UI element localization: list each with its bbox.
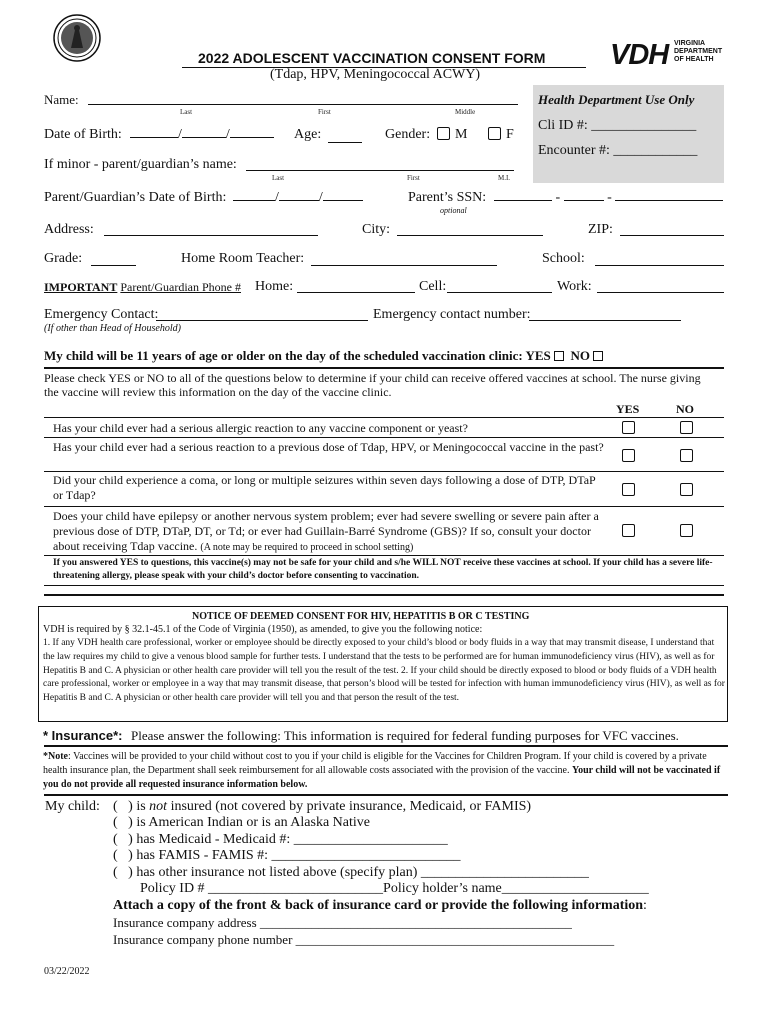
parent-ssn-label: Parent’s SSN: — [408, 190, 487, 205]
name-field[interactable] — [88, 104, 518, 105]
cli-id-field[interactable]: Cli ID #: _______________ — [538, 118, 697, 133]
gender-m-checkbox[interactable] — [437, 127, 450, 140]
work-label: Work: — [557, 279, 592, 294]
name-hint-middle: Middle — [455, 108, 476, 116]
home-label: Home: — [255, 279, 294, 294]
city-field[interactable] — [397, 235, 543, 236]
notice-title: NOTICE OF DEEMED CONSENT FOR HIV, HEPATITIS B OR C TESTING — [192, 611, 530, 622]
question-4-text: Does your child have epilepsy or another nervous system problem; ever had severe swelling or severe pain after a previous dose of DTP, DTaP, DT, or Td; or ever had Guillain-Barré Syndrome (GBS)? If so, consult your doctor about receiving Tdap vaccine. — [53, 509, 599, 553]
notice-body: 1. If any VDH health care professional, worker or employee should be directly exposed to your child’s blood or body fluids in a way that may transmit disease, I understand that the law requires my child to give a venous blood sample for further tests. I understand that the tests to be performed are for human immunodeficiency virus (HIV), as well as for Hepatitis B and C. A physician or other health care provider will tell you the result of the test. 2. If your child should be directly exposed to blood or body fluids of a VDH health care professional, worker or employee in a way that may transmit disease, that person’s blood will be tested for infection with human immunodeficiency virus (HIV), as well as for Hepatitis B and C. A physician or other health care provider will tell you and that person the result of the test. — [43, 638, 725, 704]
virginia-seal-logo — [53, 14, 101, 62]
option-1-not: not — [149, 799, 168, 814]
option-4-text: has FAMIS - FAMIS #: ___________________________ — [136, 848, 461, 863]
emergency-contact-field[interactable] — [156, 320, 368, 321]
home-phone-field[interactable] — [297, 292, 415, 293]
question-4 — [53, 509, 601, 555]
minor-hint-last: Last — [272, 174, 285, 182]
attach-card-text: Attach a copy of the front & back of insurance card or provide the following information — [113, 898, 644, 913]
form-subtitle: (Tdap, HPV, Meningococcal ACWY) — [270, 67, 481, 82]
minor-label: If minor - parent/guardian’s name: — [44, 157, 237, 172]
logo-line-1: VIRGINIA — [674, 40, 706, 47]
eligibility-yes-checkbox[interactable] — [554, 351, 564, 361]
insurance-prompt: Please answer the following: This information is required for federal funding purposes for VFC vaccines. — [131, 728, 679, 743]
question-2: Has your child ever had a serious reaction to a previous dose of Tdap, HPV, or Meningococcal vaccine in the past? — [53, 440, 604, 454]
q2-no-checkbox[interactable] — [680, 449, 693, 462]
logo-line-3: OF HEALTH — [674, 56, 714, 63]
ssn-optional-hint: optional — [440, 206, 467, 215]
insurance-option-3[interactable]: ( ) has Medicaid - Medicaid #: ______________________ — [113, 832, 448, 847]
insurance-company-address[interactable]: Insurance company address ________________________________________________ — [113, 915, 572, 930]
yes-column-header: YES — [616, 402, 640, 416]
q4-no-checkbox[interactable] — [680, 524, 693, 537]
age-label: Age: — [294, 127, 322, 142]
policy-fields[interactable]: Policy ID # _________________________Policy holder’s name_____________________ — [140, 881, 649, 896]
name-hint-first: First — [318, 108, 331, 116]
address-field[interactable] — [104, 235, 318, 236]
form-title: 2022 ADOLESCENT VACCINATION CONSENT FORM — [198, 50, 546, 66]
insurance-company-phone[interactable]: Insurance company phone number _________________________________________________ — [113, 932, 615, 947]
teacher-field[interactable] — [311, 265, 497, 266]
insurance-option-2[interactable]: ( ) is American Indian or is an Alaska Native — [113, 815, 370, 830]
question-3: Did your child experience a coma, or long or multiple seizures within seven days following a dose of DTP, DTaP or Tdap? — [53, 473, 596, 502]
note-body: without cost to you if your child is eligible for the Vaccines for Children Program. If your child is covered by a private health insurance plan, the Department shall seek reimbursement for all allowable costs associated with the provision of the vaccine. — [43, 751, 707, 776]
q2-yes-checkbox[interactable] — [622, 449, 635, 462]
grade-field[interactable] — [91, 265, 136, 266]
note-mid: : Vaccines will be provided to your child — [68, 751, 231, 762]
gender-f-label: F — [506, 127, 514, 142]
eligibility-no-checkbox[interactable] — [593, 351, 603, 361]
eligibility-row — [44, 348, 603, 364]
question-4-note: (A note may be required to proceed in school setting) — [200, 542, 414, 553]
attach-card-row: Attach a copy of the front & back of insurance card or provide the following information: — [113, 898, 647, 913]
minor-hint-first: First — [407, 174, 420, 182]
note-label: *Note — [43, 751, 68, 762]
cell-phone-field[interactable] — [447, 292, 552, 293]
q3-yes-checkbox[interactable] — [622, 483, 635, 496]
teacher-label: Home Room Teacher: — [181, 251, 305, 266]
phone-row — [44, 280, 241, 295]
logo-line-2: DEPARTMENT — [674, 48, 723, 55]
option-2-text: is American Indian or is an Alaska Native — [136, 815, 370, 830]
q1-yes-checkbox[interactable] — [622, 421, 635, 434]
parent-dob-label: Parent/Guardian’s Date of Birth: — [44, 190, 227, 205]
questions-intro: Please check YES or NO to all of the questions below to determine if your child can receive offered vaccines at school. The nurse giving the vaccine will review this information on the day of the vaccine clinic. — [44, 371, 701, 399]
school-label: School: — [542, 251, 585, 266]
parent-ssn-field[interactable]: - - — [494, 190, 723, 206]
address-label: Address: — [44, 222, 94, 237]
dob-field[interactable]: / / — [130, 127, 274, 143]
insurance-option-5[interactable]: ( ) has other insurance not listed above (specify plan) ________________________ — [113, 865, 589, 880]
emergency-contact-label: Emergency Contact: — [44, 307, 159, 322]
cell-label: Cell: — [419, 279, 447, 294]
question-1: Has your child ever had a serious allergic reaction to any vaccine component or yeast? — [53, 421, 468, 435]
q3-no-checkbox[interactable] — [680, 483, 693, 496]
gender-m-label: M — [455, 127, 468, 142]
grade-label: Grade: — [44, 251, 83, 266]
emergency-number-field[interactable] — [529, 320, 681, 321]
option-5-text: has other insurance not listed above (specify plan) ________________________ — [136, 865, 589, 880]
city-label: City: — [362, 222, 391, 237]
my-child-label: My child: — [45, 799, 100, 814]
insurance-label: * Insurance*: — [43, 728, 123, 743]
name-label: Name: — [44, 92, 79, 107]
dob-label: Date of Birth: — [44, 127, 122, 142]
q4-yes-checkbox[interactable] — [622, 524, 635, 537]
important-label: IMPORTANT — [44, 280, 118, 294]
eligibility-statement: My child will be 11 years of age or older on the day of the scheduled vaccination clinic: — [44, 348, 523, 363]
warning-text: If you answered YES to questions, this vaccine(s) may not be safe for your child and s/he WILL NOT receive these vaccines at school. If your child has a severe life-threatening allergy, please speak with your child’s doctor before consenting to vaccination. — [53, 558, 713, 581]
eligibility-yes-label: YES — [525, 348, 551, 363]
vdh-logo-text: VDH — [610, 39, 669, 71]
form-date: 03/22/2022 — [44, 966, 90, 977]
note-bold: Your child will not be vaccinated if you do not provide all requested insurance information below. — [43, 765, 721, 790]
encounter-field[interactable]: Encounter #: ____________ — [538, 143, 698, 158]
q1-no-checkbox[interactable] — [680, 421, 693, 434]
zip-field[interactable] — [620, 235, 724, 236]
dept-box-title: Health Department Use Only — [538, 92, 695, 107]
phone-label: Parent/Guardian Phone # — [120, 280, 241, 294]
emergency-hint: (If other than Head of Household) — [44, 323, 181, 334]
option-1-pre: is — [136, 799, 146, 814]
emergency-number-label: Emergency contact number: — [373, 307, 531, 322]
name-hint-last: Last — [180, 108, 193, 116]
minor-hint-mi: M.I. — [498, 174, 511, 182]
option-3-text: has Medicaid - Medicaid #: ______________________ — [136, 832, 448, 847]
vdh-logo-subtext — [674, 40, 722, 64]
insurance-option-4[interactable]: ( ) has FAMIS - FAMIS #: ___________________________ — [113, 848, 461, 863]
gender-label: Gender: — [385, 127, 431, 142]
vdh-logo — [610, 40, 668, 70]
eligibility-no-label: NO — [570, 348, 591, 363]
zip-label: ZIP: — [588, 222, 613, 237]
guardian-name-field[interactable] — [246, 170, 514, 171]
option-1-post: insured (not covered by private insurance, Medicaid, or FAMIS) — [170, 799, 532, 814]
age-field[interactable] — [328, 142, 362, 143]
work-phone-field[interactable] — [597, 292, 724, 293]
gender-f-checkbox[interactable] — [488, 127, 501, 140]
no-column-header: NO — [676, 402, 694, 416]
school-field[interactable] — [595, 265, 724, 266]
notice-intro: VDH is required by § 32.1-45.1 of the Code of Virginia (1950), as amended, to give you the following notice: — [43, 624, 483, 635]
parent-dob-field[interactable]: / / — [233, 190, 363, 206]
insurance-note — [43, 750, 727, 792]
insurance-option-1[interactable]: ( ) is not insured (not covered by private insurance, Medicaid, or FAMIS) — [113, 799, 532, 814]
